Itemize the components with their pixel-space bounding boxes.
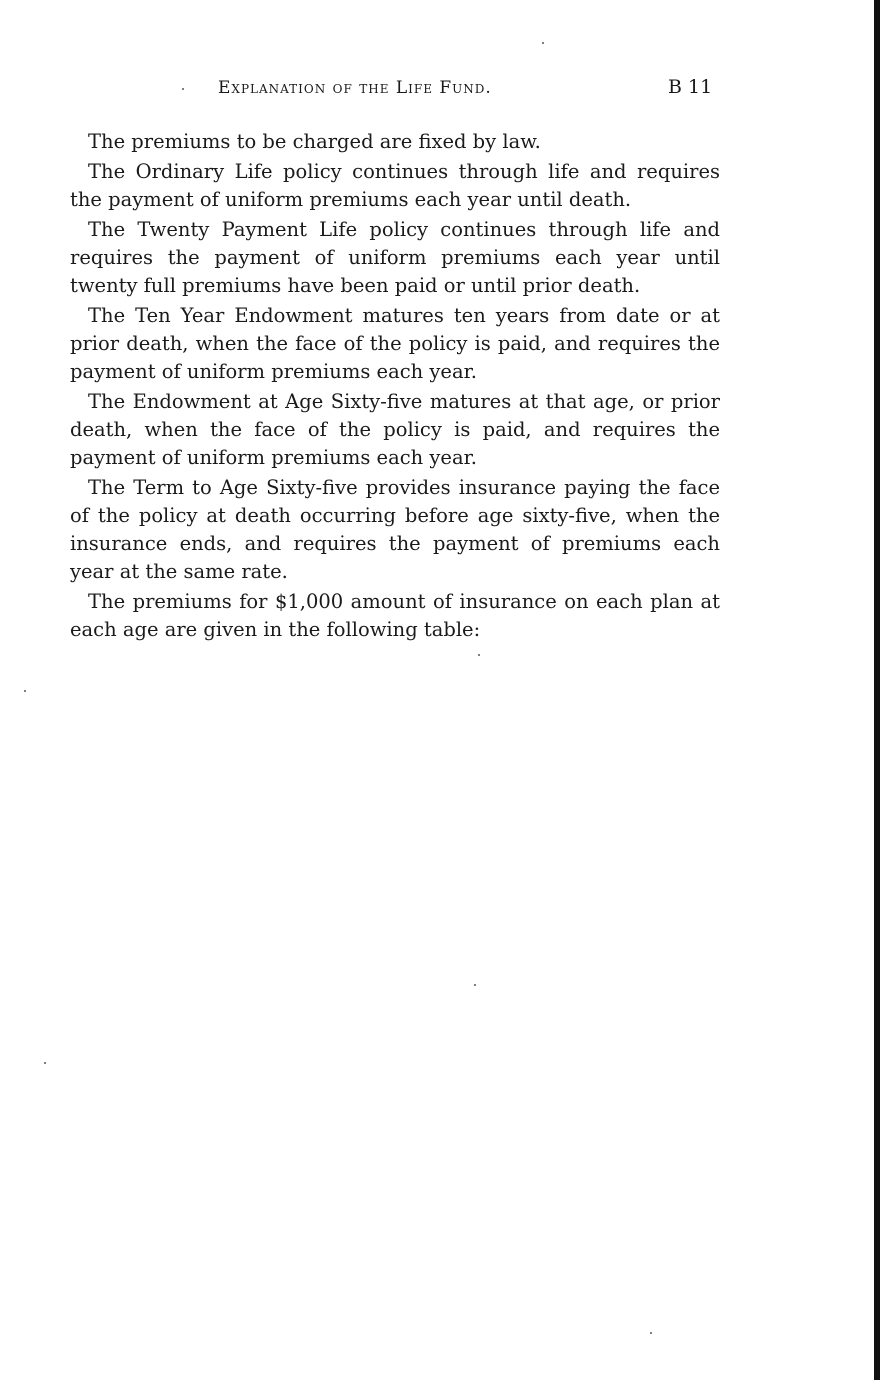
paragraph-ordinary-life: The Ordinary Life policy continues through life and requires the payment of uniform premiums each year until death. [70, 160, 720, 211]
scan-speck [44, 1062, 46, 1064]
running-header [0, 76, 880, 104]
scan-speck [650, 1332, 652, 1334]
scan-speck [24, 690, 26, 692]
scan-speck [542, 42, 544, 44]
paragraph-endowment-age-65: The Endowment at Age Sixty-five matures at that age, or prior death, when the face of the policy is paid, and requires the payment of uniform premiums each year. [70, 390, 720, 469]
paragraph-premiums-fixed: The premiums to be charged are fixed by law. [88, 130, 541, 153]
paragraph-term-to-age-65: The Term to Age Sixty-five provides insurance paying the face of the policy at death occurring before age sixty-five, when the insurance ends, and requires the payment of premiums each year at the same rate. [70, 476, 720, 583]
paragraph-premium-table-intro: The premiums for $1,000 amount of insurance on each plan at each age are given in the following table: [70, 590, 720, 641]
scan-speck [474, 984, 476, 986]
paragraph-ten-year-endowment: The Ten Year Endowment matures ten years from date or at prior death, when the face of the policy is paid, and requires the payment of uniform premiums each year. [70, 304, 720, 383]
page-number: B 11 [668, 76, 713, 98]
scan-speck [182, 88, 184, 90]
running-title: Explanation of the Life Fund. [218, 78, 492, 98]
body-text [70, 128, 720, 646]
page-edge-border [874, 0, 880, 1380]
paragraph-twenty-payment-life: The Twenty Payment Life policy continues through life and requires the payment of uniform premiums each year until twenty full premiums have been paid or until prior death. [70, 218, 720, 297]
scan-speck [478, 654, 480, 656]
